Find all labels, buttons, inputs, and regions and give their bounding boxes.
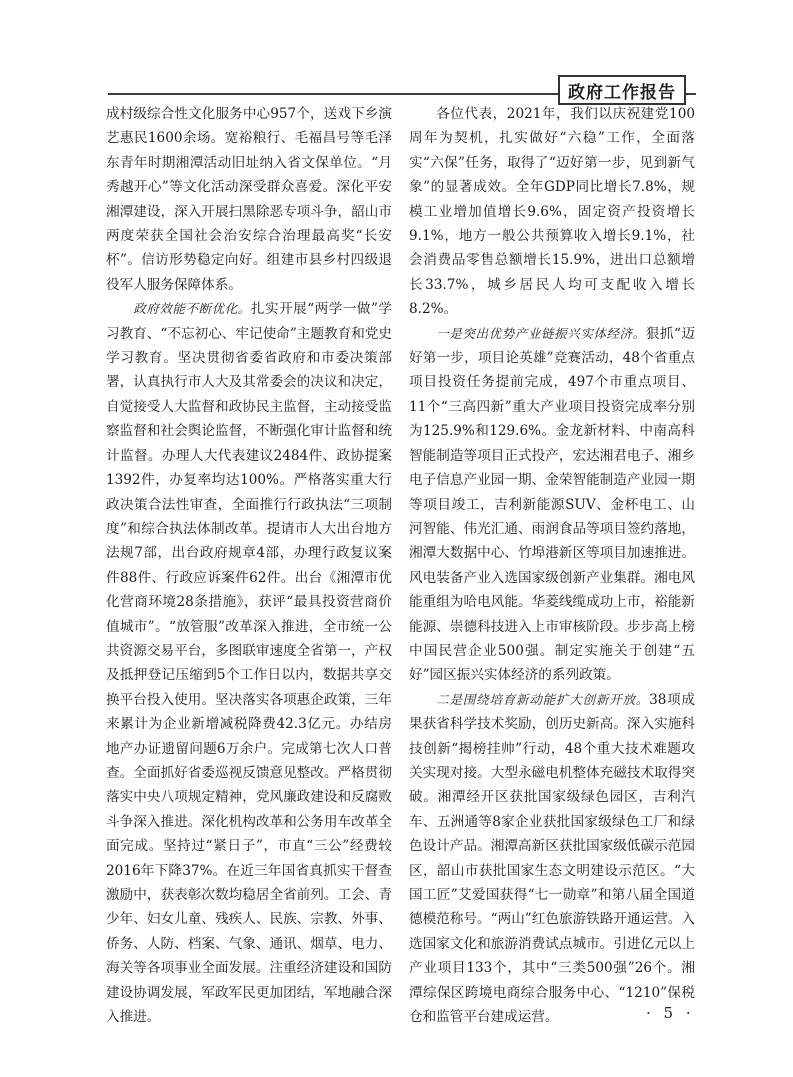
- paragraph-lead: 一是突出优势产业链振兴实体经济。: [436, 325, 646, 341]
- paragraph-text: 成村级综合性文化服务中心957个，送戏下乡演艺惠民1600余场。宽裕粮行、毛福昌号等毛泽东青年时期湘潭活动旧址纳入省文保单位。“月秀越开心”等文化活动深受群众喜爱。深化平安湘潭建设，深入开展扫黑除恶专项斗争，韶山市两度荣获全国社会治安综合治理最高奖“长安杯”。信访形势稳定向好。组建市县乡村四级退役军人服务保障体系。: [106, 106, 392, 293]
- paragraph-government-efficiency: [106, 297, 392, 1029]
- paragraph-lead: 二是围绕培育新动能扩大创新开放。: [436, 691, 650, 707]
- left-column: [106, 102, 392, 1029]
- paragraph-text: 各位代表，2021年，我们以庆祝建党100周年为契机，扎实做好“六稳”工作，全面落实“六保”任务，取得了“迈好第一步，见到新气象”的显著成效。全年GDP同比增长7.8%，规模工业增加值增长9.6%，固定资产投资增长9.1%，地方一般公共预算收入增长9.1%，社会消费品零售总额增长15.9%，进出口总额增长33.7%，城乡居民人均可支配收入增长8.2%。: [409, 106, 695, 318]
- paragraph-summary-2021: [409, 102, 695, 322]
- paragraph-text: 狠抓“迈好第一步，项目论英雄”竞赛活动，48个省重点项目投资任务提前完成，497个市重点项目、11个“三高四新”重大产业项目投资完成率分别为125.9%和129.6%。金龙新材料、中南高科智能制造等项目正式投产，宏达湘君电子、湘乡电子信息产业园一期、金荣智能制造产业园一期等项目竣工，吉利新能源SUV、金杯电工、山河智能、伟光汇通、雨润食品等项目签约落地，湘潭大数据中心、竹埠港新区等项目加速推进。风电装备产业入选国家级创新产业集群。湘电风能重组为哈电风能。华菱线缆成功上市，裕能新能源、崇德科技进入上市审核阶段。步步高上榜中国民营企业500强。制定实施关于创建“五好”园区振兴实体经济的系列政策。: [409, 325, 696, 684]
- paragraph-innovation: [409, 688, 695, 1030]
- paragraph-text: 38项成果获省科学技术奖励，创历史新高。深入实施科技创新“揭榜挂帅”行动，48个重大技术难题攻关实现对接。大型永磁电机整体充磁技术取得突破。湘潭经开区获批国家级绿色园区，吉利汽车、五洲通等8家企业获批国家级绿色工厂和绿色设计产品。湘潭高新区获批国家级低碳示范园区，韶山市获批国家生态文明建设示范区。“大国工匠”艾爱国获得“七一勋章”和第八届全国道德模范称号。“两山”红色旅游铁路开通运营。入选国家文化和旅游消费试点城市。引进亿元以上产业项目133个，其中“三类500强”26个。湘潭综保区跨境电商综合服务中心、“1210”保税仓和监管平台建成运营。: [409, 691, 695, 1026]
- section-title-box: [558, 75, 686, 105]
- section-title: 政府工作报告: [568, 82, 676, 103]
- paragraph-continued: [106, 102, 392, 297]
- paragraph-lead: 政府效能不断优化。: [133, 301, 251, 317]
- right-column: [409, 102, 695, 1029]
- page-number: · 5 ·: [646, 1004, 695, 1022]
- paragraph-real-economy: [409, 322, 695, 688]
- paragraph-text: 扎实开展“两学一做”学习教育、“不忘初心、牢记使命”主题教育和党史学习教育。坚决贯彻省委省政府和市委决策部署，认真执行市人大及其常委会的决议和决定，自觉接受人大监督和政协民主监督，主动接受监察监督和社会舆论监督，不断强化审计监督和统计监督。办理人大代表建议2484件、政协提案1392件，办复率均达100%。严格落实重大行政决策合法性审查，全面推行行政执法“三项制度”和综合执法体制改革。提请市人大出台地方法规7部，出台政府规章4部，办理行政复议案件88件、行政应诉案件62件。出台《湘潭市优化营商环境28条措施》，获评“最具投资营商价值城市”。“放管服”改革深入推进，全市统一公共资源交易平台，多图联审速度全省第一，产权及抵押登记压缩到5个工作日以内，数据共享交换平台投入使用。坚决落实各项惠企政策，三年来累计为企业新增减税降费42.3亿元。办结房地产办证遗留问题6万余户。完成第七次人口普查。全面抓好省委巡视反馈意见整改。严格贯彻落实中央八项规定精神，党风廉政建设和反腐败斗争深入推进。深化机构改革和公务用车改革全面完成。坚持过“紧日子”，市直“三公”经费较2016年下降37%。在近三年国省真抓实干督查激励中，获表彰次数均稳居全省前列。工会、青少年、妇女儿童、残疾人、民族、宗教、外事、侨务、人防、档案、气象、通讯、烟草、电力、海关等各项事业全面发展。注重经济建设和国防建设协调发展，军政军民更加团结，军地融合深入推进。: [106, 301, 393, 1026]
